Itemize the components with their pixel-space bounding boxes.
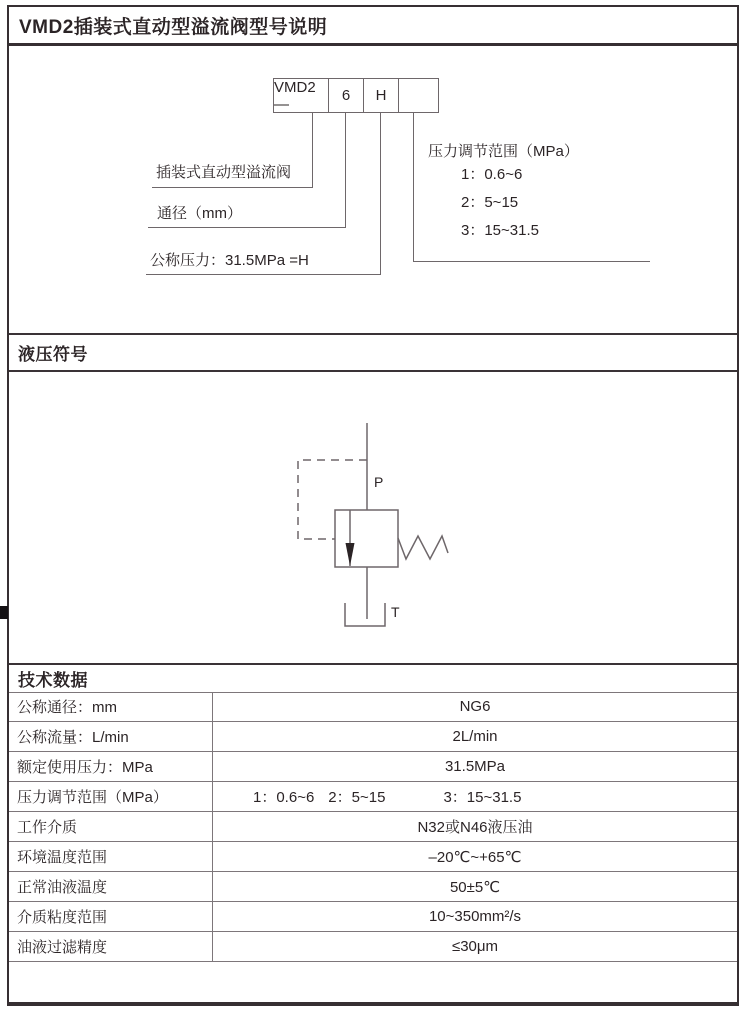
hydraulic-symbol-title: 液压符号 — [18, 345, 88, 364]
model-code-cell-range — [398, 79, 438, 112]
row-label: 额定使用压力：MPa — [9, 752, 213, 781]
row-label: 环境温度范围 — [9, 842, 213, 871]
row-value: ≤30μm — [451, 938, 499, 955]
underline-pressure-range — [413, 261, 650, 262]
row-label: 公称流量：L/min — [9, 722, 213, 751]
row-label: 介质粘度范围 — [9, 902, 213, 931]
row-value: 50±5℃ — [449, 878, 501, 896]
label-diameter: 通径（mm） — [157, 205, 242, 222]
range-item-3: 3：15~31.5 — [443, 789, 522, 806]
row-value: N32或N46液压油 — [417, 819, 533, 836]
flow-arrow-icon — [346, 543, 355, 566]
table-row — [9, 902, 737, 932]
row-label: 工作介质 — [9, 812, 213, 841]
tech-data-title: 技术数据 — [18, 671, 88, 690]
valve-body — [335, 510, 398, 567]
connector-line-3 — [380, 113, 381, 274]
title-band — [9, 7, 737, 46]
model-code-cell-pressure: H — [363, 79, 398, 112]
spring-icon — [398, 536, 448, 559]
tank-icon — [345, 603, 385, 626]
port-t-label: T — [391, 604, 400, 620]
row-value: 31.5MPa — [444, 758, 506, 775]
table-row — [9, 752, 737, 782]
left-edge-registration-mark — [0, 606, 8, 619]
underline-diameter — [148, 227, 346, 228]
hydraulic-symbol-band — [9, 333, 737, 372]
row-value: 2L/min — [452, 728, 498, 745]
table-row — [9, 782, 737, 812]
row-label: 压力调节范围（MPa） — [9, 782, 213, 811]
label-valve-type: 插装式直动型溢流阀 — [156, 164, 292, 181]
row-value: –20℃~+65℃ — [428, 848, 522, 866]
table-row — [9, 722, 737, 752]
tech-data-table — [9, 692, 737, 962]
row-value: 10~350mm²/s — [428, 908, 522, 925]
range-item-1: 1：0.6~6 — [253, 789, 315, 806]
table-row — [9, 812, 737, 842]
underline-nominal-pressure — [146, 274, 381, 275]
pilot-line — [298, 460, 367, 539]
model-code-boxes — [273, 78, 439, 113]
pressure-range-item-1: 1：0.6~6 — [461, 166, 523, 183]
table-row — [9, 842, 737, 872]
row-label: 正常油液温度 — [9, 872, 213, 901]
port-p-label: P — [374, 474, 384, 490]
pressure-range-item-3: 3：15~31.5 — [461, 222, 539, 239]
tech-data-band — [9, 663, 737, 693]
underline-valve-type — [152, 187, 313, 188]
connector-line-2 — [345, 113, 346, 227]
page-title: VMD2插装式直动型溢流阀型号说明 — [19, 16, 328, 38]
table-row — [9, 692, 737, 722]
connector-line-4 — [413, 113, 414, 261]
range-item-2: 2：5~15 — [328, 789, 386, 806]
label-pressure-range-title: 压力调节范围（MPa） — [428, 143, 579, 160]
model-code-cell-series: VMD2— — [274, 78, 316, 113]
relief-valve-schematic — [280, 410, 470, 640]
row-label: 公称通径：mm — [9, 692, 213, 721]
table-row — [9, 872, 737, 902]
row-value: NG6 — [459, 698, 491, 715]
row-value — [213, 782, 737, 811]
connector-line-1 — [312, 113, 313, 187]
row-label: 油液过滤精度 — [9, 932, 213, 961]
label-nominal-pressure: 公称压力：31.5MPa =H — [150, 252, 309, 269]
pressure-range-item-2: 2：5~15 — [461, 194, 519, 211]
table-row — [9, 932, 737, 962]
model-code-cell-size: 6 — [328, 79, 363, 112]
